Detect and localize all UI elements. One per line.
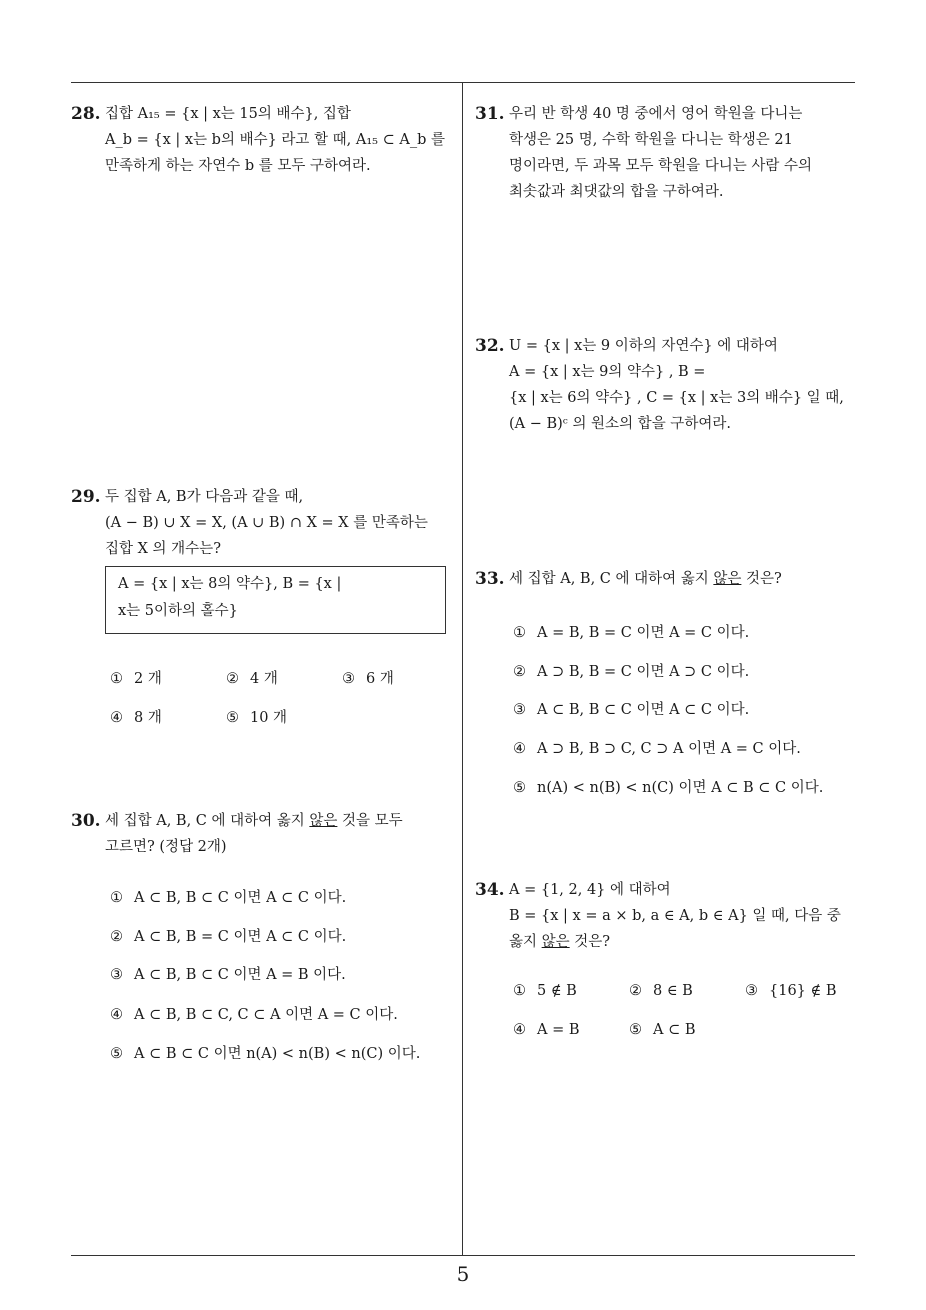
answer-option[interactable]	[342, 667, 394, 688]
option-text: n(A) < n(B) < n(C) 이면 A ⊂ B ⊂ C 이다.	[537, 780, 824, 796]
answer-option[interactable]	[513, 621, 749, 642]
question-number: 33.	[475, 569, 505, 589]
question-number: 34.	[475, 880, 505, 900]
answer-option[interactable]	[110, 706, 162, 727]
option-marker: ④	[513, 741, 526, 757]
option-marker: ⑤	[513, 780, 526, 796]
answer-option[interactable]	[110, 886, 346, 907]
option-marker: ⑤	[226, 710, 239, 726]
question-text-line: 만족하게 하는 자연수 b 를 모두 구하여라.	[105, 158, 371, 174]
question-31	[475, 101, 855, 207]
question-text: 것을 모두	[337, 813, 403, 829]
answer-option[interactable]	[513, 660, 749, 681]
question-text-line	[105, 808, 403, 834]
question-text: 옳지	[509, 934, 542, 950]
question-28	[71, 101, 451, 181]
answer-option[interactable]	[226, 667, 278, 688]
question-text-line: (A − B)ᶜ 의 원소의 합을 구하여라.	[509, 416, 731, 432]
question-text: 것은?	[741, 571, 782, 587]
option-text: A ⊂ B, B = C 이면 A ⊂ C 이다.	[134, 929, 347, 945]
option-marker: ⑤	[629, 1022, 642, 1038]
question-30	[71, 808, 451, 862]
question-text-line: 명이라면, 두 과목 모두 학원을 다니는 사람 수의	[509, 158, 813, 174]
option-marker: ③	[745, 983, 758, 999]
question-number: 32.	[475, 336, 505, 356]
option-marker: ①	[110, 671, 123, 687]
option-marker: ⑤	[110, 1046, 123, 1062]
option-marker: ④	[110, 710, 123, 726]
question-29	[71, 484, 451, 564]
question-text-line: U = {x | x는 9 이하의 자연수} 에 대하여	[509, 338, 778, 354]
underlined-word: 않은	[541, 934, 570, 950]
question-text: 세 집합 A, B, C 에 대하여 옳지	[509, 571, 714, 587]
answer-option[interactable]	[513, 1022, 580, 1038]
box-text-line: x는 5이하의 홀수}	[118, 603, 238, 619]
answer-option[interactable]	[513, 776, 823, 797]
question-32	[475, 333, 855, 439]
question-text-line: A = {1, 2, 4} 에 대하여	[509, 882, 671, 898]
answer-option[interactable]	[110, 1003, 398, 1024]
option-text: {16} ∉ B	[769, 983, 837, 999]
option-marker: ④	[110, 1007, 123, 1023]
question-text-line: 두 집합 A, B가 다음과 같을 때,	[105, 489, 304, 505]
box-text-line: A = {x | x는 8의 약수}, B = {x |	[118, 576, 342, 592]
answer-option[interactable]	[110, 925, 346, 946]
option-marker: ④	[513, 1022, 526, 1038]
answer-option[interactable]	[226, 706, 287, 727]
option-marker: ③	[110, 967, 123, 983]
question-text-line: 고르면? (정답 2개)	[105, 839, 227, 855]
question-number: 29.	[71, 487, 101, 507]
page-number: 5	[456, 1262, 470, 1286]
question-34	[475, 877, 855, 957]
option-text: 2 개	[134, 671, 162, 687]
answer-option[interactable]	[745, 983, 837, 999]
question-text-line	[509, 566, 782, 592]
question-text-line: 집합 X 의 개수는?	[105, 541, 221, 557]
option-marker: ②	[629, 983, 642, 999]
bottom-rule	[71, 1255, 855, 1256]
underlined-word: 않은	[713, 571, 742, 587]
option-marker: ①	[513, 983, 526, 999]
question-text-line: 우리 반 학생 40 명 중에서 영어 학원을 다니는	[509, 106, 803, 122]
option-text: A ⊂ B, B ⊂ C 이면 A ⊂ C 이다.	[134, 890, 347, 906]
option-text: A ⊃ B, B = C 이면 A ⊃ C 이다.	[537, 664, 750, 680]
answer-option[interactable]	[110, 1042, 420, 1063]
option-marker: ③	[513, 702, 526, 718]
question-text-line: A = {x | x는 9의 약수} , B =	[509, 364, 706, 380]
question-number: 30.	[71, 811, 101, 831]
question-text: 것은?	[569, 934, 611, 950]
question-number: 28.	[71, 104, 101, 124]
question-33	[475, 566, 855, 594]
question-text-line	[509, 929, 610, 955]
answer-option[interactable]	[513, 737, 801, 758]
given-sets-box	[105, 566, 446, 634]
option-marker: ③	[342, 671, 355, 687]
option-text: A ⊃ B, B ⊃ C, C ⊃ A 이면 A = C 이다.	[537, 741, 801, 757]
question-text-line: {x | x는 6의 약수} , C = {x | x는 3의 배수} 일 때,	[509, 390, 844, 406]
option-text: A ⊂ B, B ⊂ C 이면 A ⊂ C 이다.	[537, 702, 750, 718]
answer-option[interactable]	[629, 983, 693, 999]
column-divider	[462, 83, 463, 1256]
option-text: A ⊂ B	[653, 1022, 696, 1038]
question-text-line: B = {x | x = a × b, a ∈ A, b ∈ A} 일 때, 다음 중	[509, 908, 841, 924]
option-text: 6 개	[366, 671, 394, 687]
answer-option[interactable]	[629, 1022, 696, 1038]
question-text-line: (A − B) ∪ X = X, (A ∪ B) ∩ X = X 를 만족하는	[105, 515, 428, 531]
question-text-line: 학생은 25 명, 수학 학원을 다니는 학생은 21	[509, 132, 793, 148]
option-text: 10 개	[250, 710, 288, 726]
option-marker: ②	[226, 671, 239, 687]
option-text: 4 개	[250, 671, 278, 687]
answer-option[interactable]	[513, 698, 749, 719]
answer-option[interactable]	[513, 983, 577, 999]
option-text: A = B	[537, 1022, 580, 1038]
top-rule	[71, 82, 855, 83]
question-number: 31.	[475, 104, 505, 124]
option-text: A ⊂ B, B ⊂ C, C ⊂ A 이면 A = C 이다.	[134, 1007, 398, 1023]
option-marker: ①	[513, 625, 526, 641]
answer-option[interactable]	[110, 667, 162, 688]
question-text-line: 집합 A₁₅ = {x | x는 15의 배수}, 집합	[105, 106, 351, 122]
option-marker: ②	[513, 664, 526, 680]
question-text: 세 집합 A, B, C 에 대하여 옳지	[105, 813, 310, 829]
option-text: 8 ∈ B	[653, 983, 693, 999]
option-marker: ②	[110, 929, 123, 945]
underlined-word: 않은	[309, 813, 338, 829]
option-marker: ①	[110, 890, 123, 906]
question-text-line: A_b = {x | x는 b의 배수} 라고 할 때, A₁₅ ⊂ A_b 를	[105, 132, 445, 148]
option-text: 8 개	[134, 710, 162, 726]
option-text: 5 ∉ B	[537, 983, 577, 999]
option-text: A ⊂ B ⊂ C 이면 n(A) < n(B) < n(C) 이다.	[134, 1046, 421, 1062]
option-text: A ⊂ B, B ⊂ C 이면 A = B 이다.	[134, 967, 346, 983]
question-text-line: 최솟값과 최댓값의 합을 구하여라.	[509, 184, 724, 200]
answer-option[interactable]	[110, 963, 346, 984]
option-text: A = B, B = C 이면 A = C 이다.	[537, 625, 750, 641]
